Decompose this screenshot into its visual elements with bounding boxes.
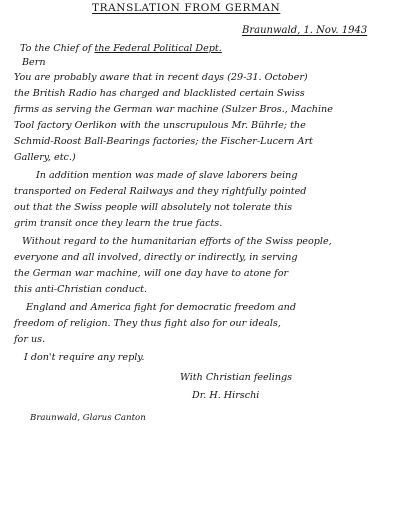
body-line-8: transported on Federal Railways and they rightfully pointed xyxy=(14,186,307,197)
body-line-5: Schmid-Roost Ball-Bearings factories; the Fischer-Lucern Art xyxy=(14,136,313,147)
body-line-15: England and America fight for democratic freedom and xyxy=(26,302,296,313)
recipient-line xyxy=(20,43,222,55)
body-line-11: Without regard to the humanitarian efforts of the Swiss people, xyxy=(22,236,332,247)
body-line-9: out that the Swiss people will absolutely not tolerate this xyxy=(14,202,293,213)
body-line-7: In addition mention was made of slave laborers being xyxy=(36,170,298,181)
recipient-prefix: To the Chief of xyxy=(20,43,95,54)
recipient-struck-text: the Federal Political Dept. xyxy=(94,43,222,54)
sender-place: Braunwald, Glarus Canton xyxy=(30,413,146,423)
body-line-17: for us. xyxy=(14,334,46,345)
recipient-city: Bern xyxy=(22,57,46,68)
body-line-3: firms as serving the German war machine (Sulzer Bros., Machine xyxy=(14,104,333,115)
signature: Dr. H. Hirschi xyxy=(192,390,260,401)
body-line-13: the German war machine, will one day have to atone for xyxy=(14,268,289,279)
body-line-18: I don't require any reply. xyxy=(24,352,145,363)
body-line-12: everyone and all involved, directly or indirectly, in serving xyxy=(14,252,298,263)
body-line-4: Tool factory Oerlikon with the unscrupulous Mr. Bührle; the xyxy=(14,120,306,131)
letter-date: Braunwald, 1. Nov. 1943 xyxy=(242,25,368,36)
closing-line: With Christian feelings xyxy=(180,372,293,383)
body-line-16: freedom of religion. They thus fight also for our ideals, xyxy=(14,318,281,329)
body-line-10: grim transit once they learn the true facts. xyxy=(14,218,223,229)
body-line-1: You are probably aware that in recent days (29-31. October) xyxy=(14,72,308,83)
body-line-14: this anti-Christian conduct. xyxy=(14,284,148,295)
body-line-6: Gallery, etc.) xyxy=(14,152,76,163)
document-heading: TRANSLATION FROM GERMAN xyxy=(92,2,281,14)
body-line-2: the British Radio has charged and blacklisted certain Swiss xyxy=(14,88,305,99)
